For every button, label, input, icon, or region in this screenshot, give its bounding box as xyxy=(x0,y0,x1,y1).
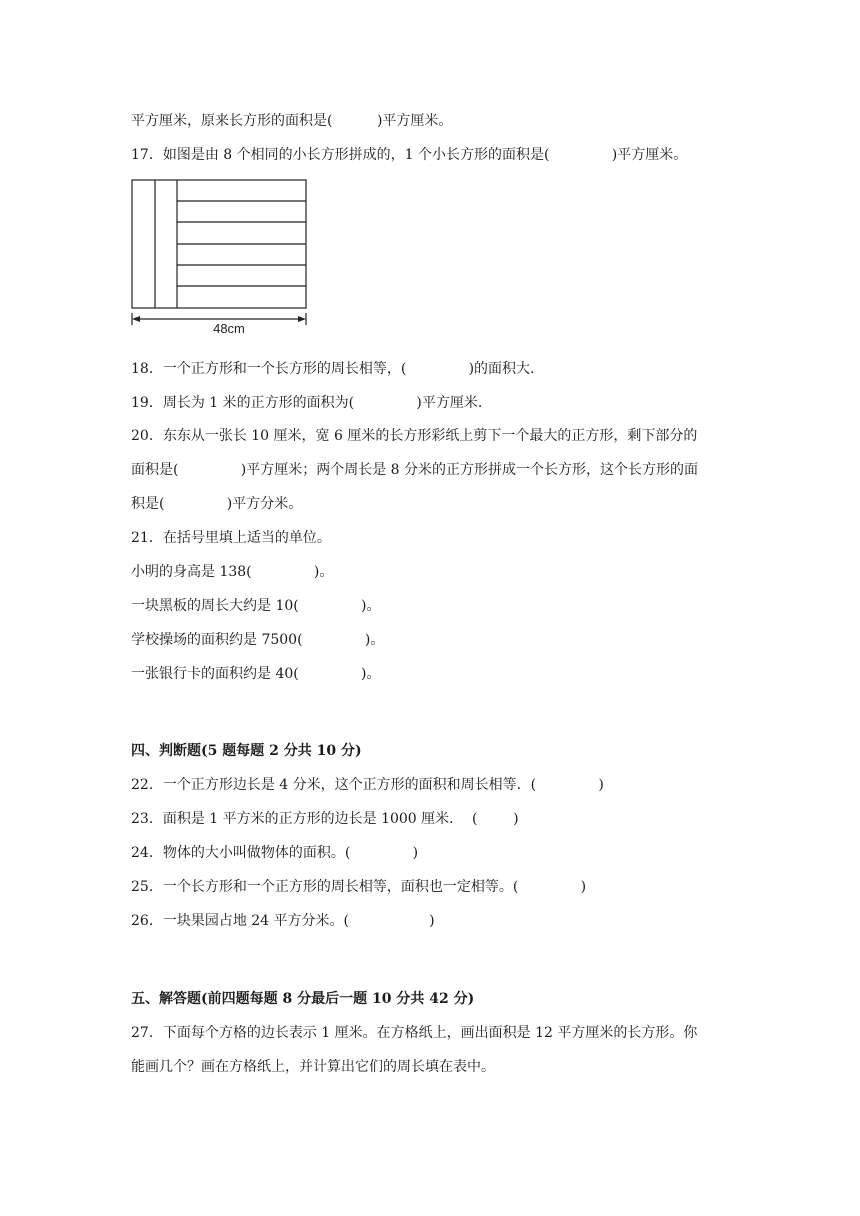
question-21-item-3: 学校操场的面积约是 7500( )。 xyxy=(131,632,385,648)
question-27-line2: 能画几个？画在方格纸上，并计算出它们的周长填在表中。 xyxy=(131,1059,495,1075)
rectangle-diagram xyxy=(131,176,311,336)
question-21: 21．在括号里填上适当的单位。 xyxy=(131,530,331,546)
question-20-line2: 面积是( )平方厘米；两个周长是 8 分米的正方形拼成一个长方形，这个长方形的面 xyxy=(131,462,699,478)
question-27-line1: 27．下面每个方格的边长表示 1 厘米。在方格纸上，画出面积是 12 平方厘米的长方形。你 xyxy=(131,1025,698,1041)
q16-continued: 平方厘米，原来长方形的面积是( )平方厘米。 xyxy=(131,113,453,129)
arrow-left-icon xyxy=(132,316,140,322)
question-22: 22．一个正方形边长是 4 分米，这个正方形的面积和周长相等．( ) xyxy=(131,777,604,793)
question-26: 26．一块果园占地 24 平方分米。( ) xyxy=(131,913,435,929)
question-17: 17．如图是由 8 个相同的小长方形拼成的，1 个小长方形的面积是( )平方厘米。 xyxy=(131,147,688,163)
section-5-heading: 五、解答题(前四题每题 8 分最后一题 10 分共 42 分) xyxy=(131,991,475,1007)
question-20-line3: 积是( )平方分米。 xyxy=(131,496,303,512)
question-19: 19．周长为 1 米的正方形的面积为( )平方厘米. xyxy=(131,395,483,411)
arrow-right-icon xyxy=(298,316,306,322)
dimension-label: 48cm xyxy=(213,321,245,336)
question-23: 23．面积是 1 平方米的正方形的边长是 1000 厘米． ( ) xyxy=(131,811,519,827)
question-18: 18．一个正方形和一个长方形的周长相等，( )的面积大. xyxy=(131,361,535,377)
question-20-line1: 20．东东从一张长 10 厘米，宽 6 厘米的长方形彩纸上剪下一个最大的正方形，剩下部分的 xyxy=(131,428,698,444)
section-4-heading: 四、判断题(5 题每题 2 分共 10 分) xyxy=(131,743,362,759)
question-21-item-1: 小明的身高是 138( )。 xyxy=(131,564,334,580)
question-24: 24．物体的大小叫做物体的面积。( ) xyxy=(131,845,419,861)
question-21-item-2: 一块黑板的周长大约是 10( )。 xyxy=(131,598,381,614)
question-25: 25．一个长方形和一个正方形的周长相等，面积也一定相等。( ) xyxy=(131,879,587,895)
question-21-item-4: 一张银行卡的面积约是 40( )。 xyxy=(131,666,381,682)
